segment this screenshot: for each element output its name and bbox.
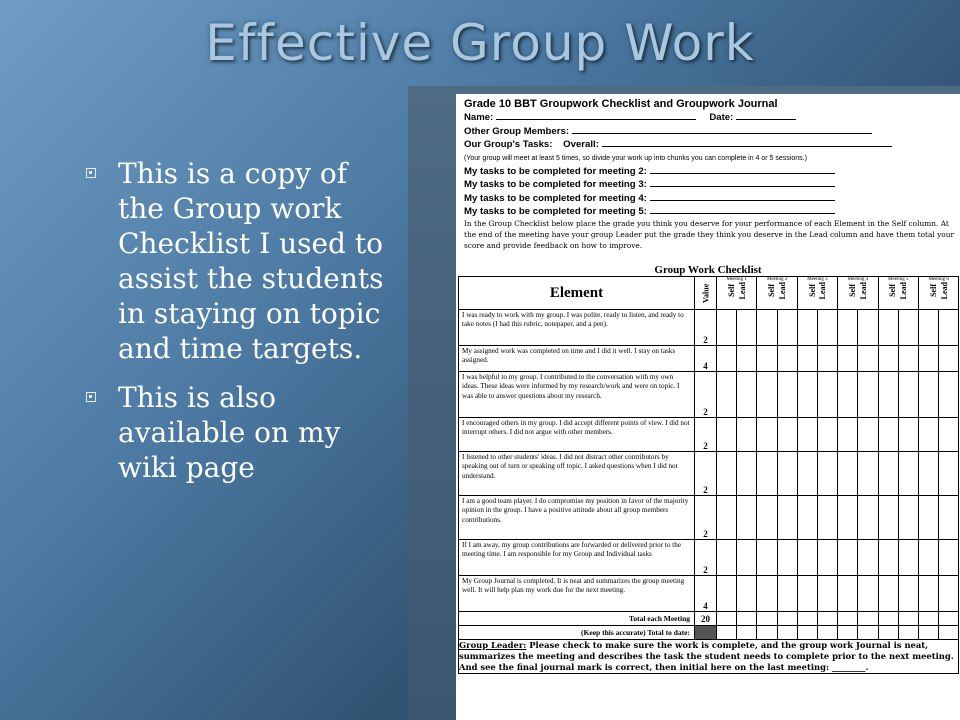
value-cell: 2 bbox=[695, 372, 717, 418]
value-cell: 2 bbox=[695, 452, 717, 496]
slide-title: Effective Group Work bbox=[205, 14, 755, 72]
bullet-item bbox=[78, 156, 398, 366]
value-cell: 2 bbox=[695, 310, 717, 346]
total-to-date-label: (Keep this accurate) Total to date: bbox=[459, 626, 695, 640]
other-members-row bbox=[464, 125, 954, 138]
checklist-header bbox=[459, 277, 959, 310]
square-bullet-icon bbox=[86, 168, 96, 178]
table-row bbox=[459, 576, 959, 612]
leader-note bbox=[459, 640, 959, 674]
total-to-date-row bbox=[459, 626, 959, 640]
leader-text: Please check to make sure the work is complete, and the group work Journal is neat, summarizes the meeting and describes the task the student needs to complete prior to the next meeting. And see the final journal mark is correct, then initial here on the last meeting: ________. bbox=[459, 640, 954, 672]
value-cell: 2 bbox=[695, 418, 717, 452]
element-cell: I encouraged others in my group. I did accept different points of view. I did not interrupt others. I did not argue with other members. bbox=[459, 418, 695, 452]
name-row bbox=[464, 111, 954, 124]
lead-header: Lead bbox=[737, 282, 747, 300]
value-cell: 2 bbox=[695, 496, 717, 540]
overall-line bbox=[602, 138, 892, 147]
name-line bbox=[496, 111, 696, 120]
meeting-header bbox=[757, 277, 797, 310]
date-label: Date: bbox=[709, 112, 734, 124]
table-row bbox=[459, 540, 959, 576]
checklist-title: Group Work Checklist bbox=[654, 264, 762, 276]
meeting-label: Meeting 2 bbox=[766, 277, 788, 282]
meeting-header bbox=[878, 277, 918, 310]
name-label: Name: bbox=[464, 112, 494, 124]
meeting-label: Meeting 5 bbox=[888, 277, 909, 282]
document-header bbox=[464, 98, 954, 219]
checklist-document-image bbox=[456, 94, 960, 720]
meet-note: (Your group will meet at least 5 times, so divide your work up into chunks you can complete in 4 or 5 sessions.) bbox=[464, 154, 807, 162]
element-cell: If I am away, my group contributions are forwarded or delivered prior to the meeting time. I am responsible for my Group and Individual tasks bbox=[459, 540, 695, 576]
task-row bbox=[464, 192, 954, 205]
element-cell: I listened to other students' ideas. I did not distract other contributors by speaking out of turn or speaking off topic. I asked questions when I did not understand. bbox=[459, 452, 695, 496]
leader-row bbox=[459, 640, 959, 674]
other-members-label: Other Group Members: bbox=[464, 125, 570, 137]
total-label: Total each Meeting bbox=[459, 612, 695, 626]
value-cell: 4 bbox=[695, 346, 717, 372]
table-row bbox=[459, 496, 959, 540]
meeting-header bbox=[717, 277, 757, 310]
meeting-label: Meeting 4 bbox=[847, 277, 869, 282]
meeting-header bbox=[838, 277, 878, 310]
bullet-text: This is also available on my wiki page bbox=[118, 381, 341, 484]
bullet-list bbox=[78, 156, 398, 499]
element-cell: I am a good team player. I do compromise my position in favor of the majority opinion in the group. I have a positive attitude about all group members contributions. bbox=[459, 496, 695, 540]
instructions-text: In the Group Checklist below place the grade you think you deserve for your performance of each Element in the Self column. At the end of the meeting have your group Leader put the grade they think you deserve in the Lead column and have them total your score and provide feedback on how to improve. bbox=[464, 219, 954, 250]
element-cell: I was ready to work with my group. I was polite, ready to listen, and ready to take notes (I had this rubric, notepaper, and a pen). bbox=[459, 310, 695, 346]
meeting-header bbox=[797, 277, 837, 310]
lead-header: Lead bbox=[818, 282, 828, 300]
element-cell: My assigned work was completed on time and I did it well. I stay on tasks assigned. bbox=[459, 346, 695, 372]
self-header: Self bbox=[847, 284, 857, 298]
task-label: My tasks to be completed for meeting 2: bbox=[464, 166, 647, 178]
self-header: Self bbox=[726, 284, 736, 298]
table-row bbox=[459, 346, 959, 372]
our-tasks-label: Our Group's Tasks: bbox=[464, 139, 553, 151]
task-line bbox=[650, 178, 835, 187]
self-header: Self bbox=[767, 284, 777, 298]
members-line bbox=[572, 125, 872, 134]
bullet-item bbox=[78, 380, 398, 485]
self-header: Self bbox=[888, 284, 898, 298]
lead-header: Lead bbox=[899, 282, 909, 300]
document-title: Grade 10 BBT Groupwork Checklist and Groupwork Journal bbox=[464, 98, 778, 110]
task-row bbox=[464, 205, 954, 218]
dark-cell bbox=[695, 626, 717, 640]
table-row bbox=[459, 418, 959, 452]
table-row bbox=[459, 452, 959, 496]
task-label: My tasks to be completed for meeting 5: bbox=[464, 206, 647, 218]
self-header: Self bbox=[928, 284, 938, 298]
self-header: Self bbox=[807, 284, 817, 298]
lead-header: Lead bbox=[939, 282, 949, 300]
meeting-header bbox=[918, 277, 958, 310]
meeting-label: Meeting 6 bbox=[928, 277, 949, 282]
task-line bbox=[650, 192, 835, 201]
task-row bbox=[464, 165, 954, 178]
task-label: My tasks to be completed for meeting 3: bbox=[464, 179, 647, 191]
task-line bbox=[650, 205, 835, 214]
checklist-table bbox=[458, 276, 959, 674]
value-cell: 4 bbox=[695, 576, 717, 612]
element-header: Element bbox=[459, 277, 695, 310]
bullet-text: This is a copy of the Group work Checklist I used to assist the students in staying on topic and time targets. bbox=[118, 157, 384, 365]
total-row bbox=[459, 612, 959, 626]
meeting-label: Meeting 3 bbox=[807, 277, 828, 282]
our-tasks-row bbox=[464, 138, 954, 151]
element-cell: My Group Journal is completed. It is neat and summarizes the group meeting well. It will help plan my work due for the next meeting. bbox=[459, 576, 695, 612]
overall-label: Overall: bbox=[563, 139, 599, 151]
total-value: 20 bbox=[695, 612, 717, 626]
task-label: My tasks to be completed for meeting 4: bbox=[464, 192, 647, 204]
leader-label: Group Leader: bbox=[459, 640, 527, 650]
date-line bbox=[736, 111, 796, 120]
task-line bbox=[650, 165, 835, 174]
checklist-body bbox=[459, 310, 959, 674]
meeting-label: Meeting 1 bbox=[726, 277, 747, 282]
square-bullet-icon bbox=[86, 392, 96, 402]
value-cell: 2 bbox=[695, 540, 717, 576]
table-row bbox=[459, 310, 959, 346]
value-header: Value bbox=[695, 277, 717, 310]
table-row bbox=[459, 372, 959, 418]
lead-header: Lead bbox=[858, 282, 868, 300]
element-cell: I was helpful to my group. I contributed to the conversation with my own ideas. These ideas were informed by my research/work and were on topic. I was able to answer questions about my research. bbox=[459, 372, 695, 418]
task-row bbox=[464, 178, 954, 191]
lead-header: Lead bbox=[777, 282, 787, 300]
